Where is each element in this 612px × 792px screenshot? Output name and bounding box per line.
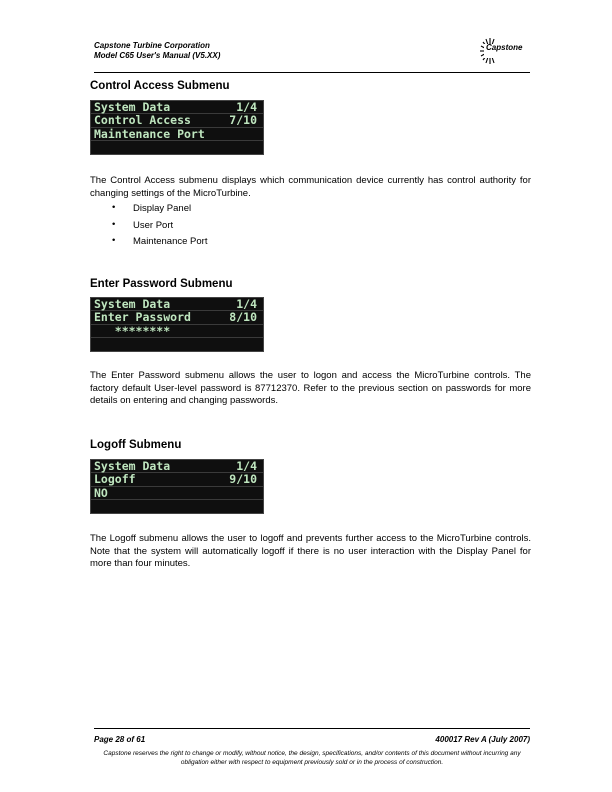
- lcd-row-text: System Data: [94, 297, 171, 311]
- footer-disclaimer: Capstone reserves the right to change or modify, without notice, the design, specifications, and/or contents of this document without incurring any obligation either with respect to equipment previously sold or in the process of construction.: [103, 750, 521, 766]
- document-revision: 400017 Rev A (July 2007): [435, 735, 530, 744]
- lcd-row-index: 7/10: [229, 113, 257, 128]
- lcd-row-index: 9/10: [229, 472, 257, 487]
- lcd-row: [91, 338, 263, 350]
- section-title-enter-password: Enter Password Submenu: [90, 278, 233, 290]
- lcd-row: [91, 141, 263, 153]
- lcd-display-control-access: [90, 100, 264, 155]
- lcd-display-enter-password: [90, 297, 264, 352]
- list-item: • Maintenance Port: [112, 236, 207, 253]
- lcd-row: [91, 128, 263, 141]
- list-item: • User Port: [112, 220, 207, 237]
- section-title-control-access: Control Access Submenu: [90, 80, 230, 92]
- lcd-row-index: 1/4: [236, 297, 257, 311]
- lcd-row: [91, 298, 263, 311]
- lcd-row: [91, 473, 263, 486]
- logo-text: Capstone: [486, 43, 523, 52]
- capstone-logo: [476, 36, 528, 66]
- lcd-row-index: 8/10: [229, 310, 257, 325]
- page-header: [94, 40, 530, 73]
- company-name: Capstone Turbine Corporation: [94, 41, 210, 50]
- lcd-row: [91, 500, 263, 512]
- lcd-row-text: System Data: [94, 459, 171, 473]
- control-device-list: [112, 203, 207, 253]
- lcd-row: [91, 460, 263, 473]
- manual-title: Model C65 User's Manual (V5.XX): [94, 51, 221, 60]
- page-number: Page 28 of 61: [94, 735, 146, 744]
- lcd-row-text: Control Access: [94, 113, 191, 128]
- paragraph-control-access: The Control Access submenu displays which communication device currently has control authority for changing settings of the MicroTurbine.: [90, 175, 531, 199]
- lcd-row: [91, 487, 263, 500]
- lcd-row: [91, 325, 263, 338]
- lcd-row: [91, 101, 263, 114]
- lcd-row-text: Enter Password: [94, 310, 191, 325]
- lcd-row-text: Logoff: [94, 472, 136, 487]
- lcd-row: [91, 114, 263, 127]
- section-title-logoff: Logoff Submenu: [90, 439, 182, 451]
- lcd-row-text: Maintenance Port: [94, 126, 205, 141]
- lcd-row-text: ********: [94, 323, 171, 338]
- list-item: • Display Panel: [112, 203, 207, 220]
- lcd-display-logoff: [90, 459, 264, 514]
- lcd-row: [91, 311, 263, 324]
- lcd-row-text: System Data: [94, 100, 171, 114]
- footer-divider: [94, 728, 530, 729]
- lcd-row-text: NO: [94, 485, 108, 500]
- paragraph-enter-password: The Enter Password submenu allows the user to logon and access the MicroTurbine controls. The factory default User-level password is 87712370. Refer to the previous section on passwords for more details on entering and changing passwords.: [90, 370, 531, 407]
- paragraph-logoff: The Logoff submenu allows the user to logoff and prevents further access to the MicroTurbine controls. Note that the system will automatically logoff if there is no user interaction with the Display Panel for more than four minutes.: [90, 533, 531, 570]
- lcd-row-index: 1/4: [236, 459, 257, 473]
- lcd-row-index: 1/4: [236, 100, 257, 114]
